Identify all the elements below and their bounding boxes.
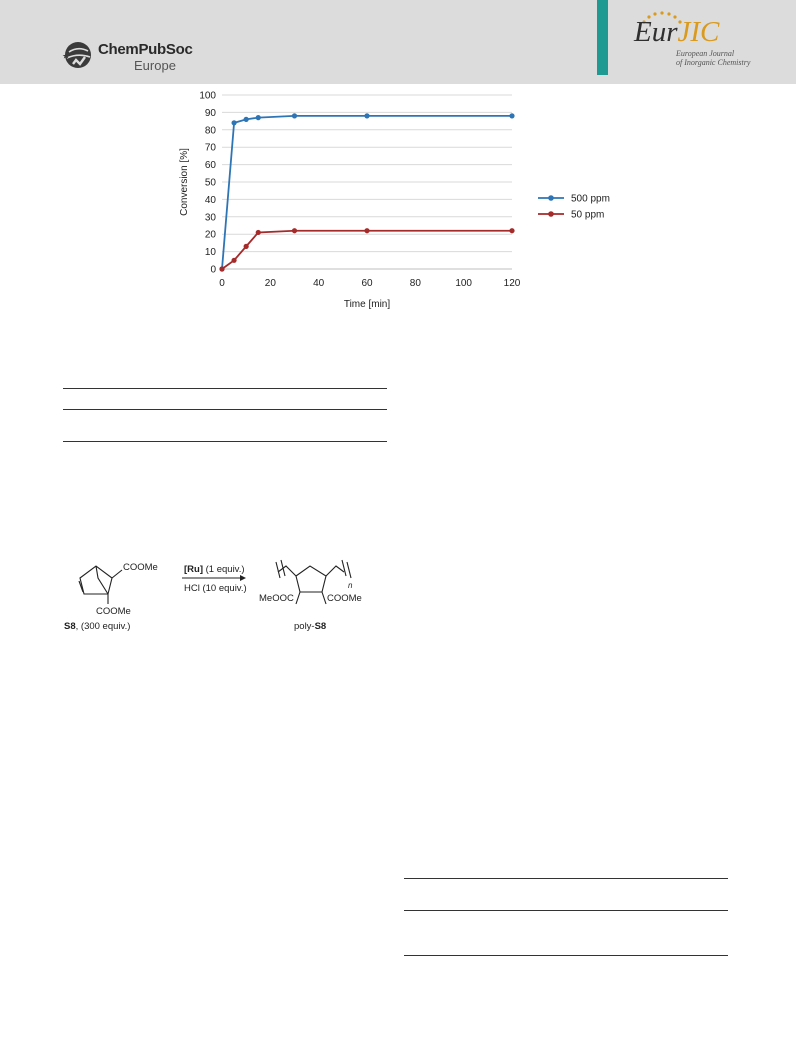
conversion-chart — [176, 86, 656, 316]
data-point — [244, 117, 249, 122]
y-tick-label: 90 — [204, 107, 216, 119]
x-tick-label: 0 — [219, 278, 225, 289]
data-point — [364, 113, 369, 118]
polymer-ester-right: COOMe — [327, 593, 362, 604]
data-point — [231, 258, 236, 263]
x-tick-label: 120 — [503, 278, 521, 289]
data-point — [509, 228, 514, 233]
table-top-rule — [63, 388, 387, 389]
publisher-name: ChemPubSoc — [98, 41, 193, 58]
polymer-label-prefix: poly- — [294, 621, 315, 632]
y-tick-label: 30 — [204, 212, 216, 224]
publisher-region: Europe — [134, 58, 176, 73]
x-tick-label: 20 — [264, 278, 276, 289]
repeat-index: n — [348, 581, 353, 590]
y-tick-label: 50 — [204, 177, 216, 189]
journal-full-name — [676, 49, 750, 67]
y-tick-label: 10 — [204, 247, 216, 259]
right-table-bottom-rule — [404, 955, 728, 956]
right-table-top-rule — [404, 878, 728, 879]
x-tick-label: 80 — [409, 278, 421, 289]
monomer-ester-top: COOMe — [123, 562, 158, 573]
data-point — [256, 230, 261, 235]
journal-wordmark-main: Eur — [634, 16, 678, 48]
x-axis-label: Time [min] — [343, 299, 391, 310]
legend-label: 50 ppm — [571, 209, 605, 221]
polymer-ester-left: MeOOC — [259, 593, 294, 604]
legend-swatch-marker — [548, 195, 554, 201]
reaction-arrowhead — [240, 575, 246, 581]
table-bottom-rule — [63, 441, 387, 442]
y-tick-label: 20 — [204, 229, 216, 241]
monomer-ester-bottom: COOMe — [96, 606, 131, 617]
data-point — [231, 120, 236, 125]
globe-stars-icon — [62, 38, 96, 72]
journal-name-line2: of Inorganic Chemistry — [676, 58, 751, 67]
data-point — [509, 113, 514, 118]
y-tick-label: 60 — [204, 160, 216, 172]
y-tick-label: 100 — [199, 90, 216, 102]
x-tick-label: 40 — [313, 278, 325, 289]
data-point — [292, 228, 297, 233]
reagent-catalyst-amount: (1 equiv.) — [203, 564, 245, 575]
y-tick-label: 80 — [204, 125, 216, 137]
monomer-structure — [79, 566, 122, 604]
series-line — [222, 116, 512, 269]
data-point — [219, 266, 224, 271]
reaction-scheme-svg — [60, 548, 390, 638]
reagent-catalyst — [184, 564, 245, 575]
journal-wordmark — [634, 16, 719, 49]
monomer-label — [64, 621, 130, 632]
legend-swatch-marker — [548, 211, 554, 217]
reaction-scheme — [60, 548, 390, 638]
y-tick-label: 0 — [210, 264, 216, 276]
journal-accent-bar — [597, 0, 608, 75]
x-tick-label: 100 — [455, 278, 473, 289]
journal-name-line1: European Journal — [676, 49, 735, 58]
journal-logo — [616, 8, 776, 74]
monomer-label-amount: , (300 equiv.) — [75, 621, 131, 632]
x-tick-label: 60 — [361, 278, 373, 289]
series-line — [222, 231, 512, 269]
polymer-label — [294, 621, 326, 632]
table-header-rule — [63, 409, 387, 410]
reagent-acid: HCl (10 equiv.) — [184, 583, 247, 594]
legend-label: 500 ppm — [571, 193, 610, 205]
data-point — [364, 228, 369, 233]
y-axis-label: Conversion [%] — [179, 148, 190, 216]
y-tick-label: 70 — [204, 142, 216, 154]
conversion-chart-svg — [176, 86, 656, 316]
monomer-label-name: S8 — [64, 621, 76, 632]
polymer-label-name: S8 — [314, 621, 327, 632]
journal-wordmark-accent: JIC — [677, 16, 720, 48]
right-table-header-rule — [404, 910, 728, 911]
y-tick-label: 40 — [204, 194, 216, 206]
data-point — [244, 244, 249, 249]
data-point — [292, 113, 297, 118]
publisher-logo — [62, 38, 212, 78]
data-point — [256, 115, 261, 120]
reagent-catalyst-symbol: [Ru] — [184, 564, 203, 575]
